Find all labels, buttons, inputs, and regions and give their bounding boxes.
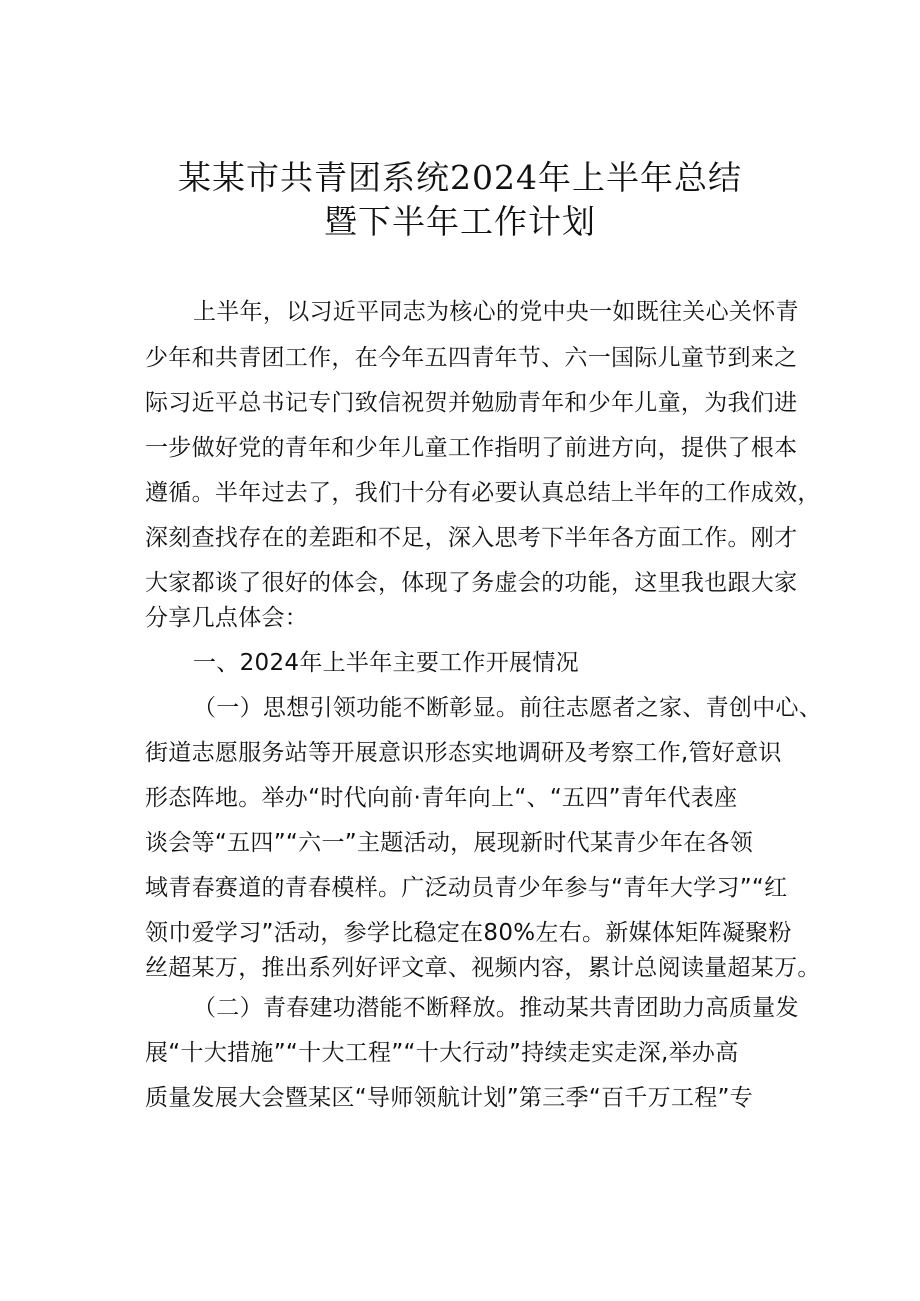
body-line: 深刻查找存在的差距和不足，深入思考下半年各方面工作。刚才 xyxy=(145,525,798,551)
body-line: 形态阵地。举办“时代向前·青年向上“、“五四”青年代表座 xyxy=(145,785,738,811)
body-line: 域青春赛道的青春模样。广泛动员青少年参与“青年大学习”“红 xyxy=(145,875,788,901)
body-line: 谈会等“五四”“六一”主题活动，展现新时代某青少年在各领 xyxy=(145,830,754,856)
body-line: 领巾爱学习”活动，参学比稳定在80%左右。新媒体矩阵凝聚粉 xyxy=(145,920,792,946)
document-title-line-1: 某某市共青团系统2024年上半年总结 xyxy=(178,158,742,197)
body-line: 质量发展大会暨某区“导师领航计划”第三季“百千万工程”专 xyxy=(145,1085,754,1111)
body-line: 展“十大措施”“十大工程”“十大行动”持续走实走深,举办高 xyxy=(145,1040,739,1066)
body-line: 际习近平总书记专门致信祝贺并勉励青年和少年儿童，为我们进 xyxy=(145,390,798,416)
document-title-line-2: 暨下半年工作计划 xyxy=(324,202,596,241)
body-line: 街道志愿服务站等开展意识形态实地调研及考察工作,管好意识 xyxy=(145,740,782,766)
body-line: 上半年，以习近平同志为核心的党中央一如既往关心关怀青 xyxy=(193,299,799,325)
body-line: 分享几点体会： xyxy=(145,605,309,631)
body-line: 遵循。半年过去了，我们十分有必要认真总结上半年的工作成效， xyxy=(145,480,821,506)
body-line: 大家都谈了很好的体会，体现了务虚会的功能，这里我也跟大家 xyxy=(145,570,798,596)
body-line: 一步做好党的青年和少年儿童工作指明了前进方向，提供了根本 xyxy=(145,435,798,461)
body-line: 少年和共青团工作，在今年五四青年节、六一国际儿童节到来之 xyxy=(145,345,798,371)
subsection-heading-1: （一）思想引领功能不断彰显。前往志愿者之家、青创中心、 xyxy=(193,695,823,721)
body-line: 丝超某万，推出系列好评文章、视频内容，累计总阅读量超某万。 xyxy=(145,955,821,981)
section-heading: 一、2024年上半年主要工作开展情况 xyxy=(193,650,579,676)
subsection-heading-2: （二）青春建功潜能不断释放。推动某共青团助力高质量发 xyxy=(193,995,799,1021)
